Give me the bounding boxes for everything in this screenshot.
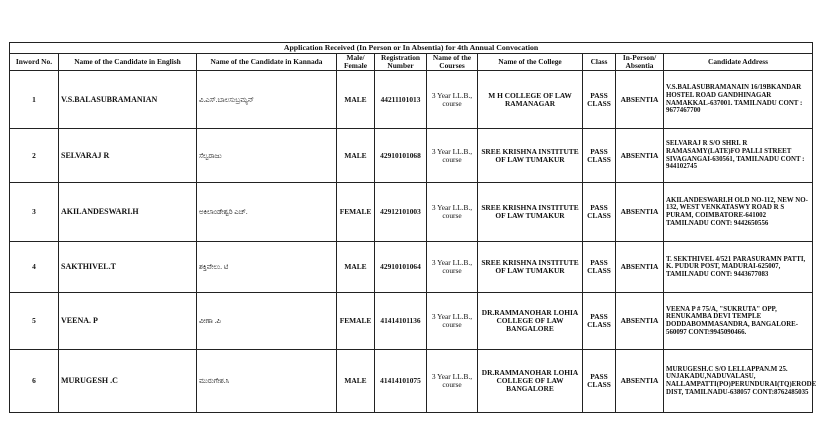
registration-number: 42912101003 xyxy=(375,183,427,242)
course: 3 Year LL.B., course xyxy=(427,242,478,293)
table-title: Application Received (In Person or In Absentia) for 4th Annual Convocation xyxy=(10,43,813,54)
college: DR.RAMMANOHAR LOHIA COLLEGE OF LAW BANGALORE xyxy=(478,293,583,350)
gender: FEMALE xyxy=(337,293,375,350)
gender: MALE xyxy=(337,242,375,293)
header-registration: Registration Number xyxy=(375,54,427,71)
header-address: Candidate Address xyxy=(664,54,813,71)
course: 3 Year LL.B., course xyxy=(427,350,478,413)
registration-number: 42910101064 xyxy=(375,242,427,293)
header-mode: In-Person/ Absentia xyxy=(616,54,664,71)
inword-number: 5 xyxy=(10,293,59,350)
college: SREE KRISHNA INSTITUTE OF LAW TUMAKUR xyxy=(478,129,583,183)
course: 3 Year LL.B., course xyxy=(427,129,478,183)
candidate-name-kannada: ಅಕಿಲಾಂಡೇಶ್ವರಿ ಎಚ್. xyxy=(197,183,337,242)
attendance-mode: ABSENTIA xyxy=(616,129,664,183)
registration-number: 41414101075 xyxy=(375,350,427,413)
header-row xyxy=(10,54,813,71)
header-inword: Inword No. xyxy=(10,54,59,71)
header-class: Class xyxy=(583,54,616,71)
class: PASS CLASS xyxy=(583,293,616,350)
course: 3 Year LL.B., course xyxy=(427,293,478,350)
candidate-name-kannada: ಸೆಲ್ವರಾಜು xyxy=(197,129,337,183)
class: PASS CLASS xyxy=(583,350,616,413)
course: 3 Year LL.B., course xyxy=(427,71,478,129)
college: DR.RAMMANOHAR LOHIA COLLEGE OF LAW BANGALORE xyxy=(478,350,583,413)
inword-number: 2 xyxy=(10,129,59,183)
candidate-address: SELVARAJ R S/O SHRI. R RAMASAMY(LATE)FO PALLI STREET SIVAGANGAI-630561, TAMILNADU CONT : 944102745 xyxy=(664,129,813,183)
applications-table xyxy=(9,42,817,413)
table-row xyxy=(10,129,813,183)
registration-number: 41414101136 xyxy=(375,293,427,350)
inword-number: 1 xyxy=(10,71,59,129)
inword-number: 4 xyxy=(10,242,59,293)
table-row xyxy=(10,71,813,129)
attendance-mode: ABSENTIA xyxy=(616,242,664,293)
candidate-address: MURUGESH.C S/O LELLAPPAN.M 25. UNJAKADU,NADUVALASU, NALLAMPATTI(PO)PERUNDURAI(TQ)ERODE DIST, TAMILNADU-638057 CONT:8762485035 xyxy=(664,350,813,413)
college: M H COLLEGE OF LAW RAMANAGAR xyxy=(478,71,583,129)
gender: FEMALE xyxy=(337,183,375,242)
registration-number: 42910101068 xyxy=(375,129,427,183)
inword-number: 3 xyxy=(10,183,59,242)
registration-number: 44211101013 xyxy=(375,71,427,129)
candidate-address: VEENA P # 75/A, "SUKRUTA" OPP, RENUKAMBA DEVI TEMPLE DODDABOMMASANDRA, BANGALORE-560097 CONT:9945090466. xyxy=(664,293,813,350)
candidate-address: AKILANDESWARI.H OLD NO-112, NEW NO-132, WEST VENKATASWY ROAD R S PURAM, COIMBATORE-641002 TAMILNADU CONT: 9442650556 xyxy=(664,183,813,242)
candidate-name-english: SELVARAJ R xyxy=(59,129,197,183)
candidate-name-english: AKILANDESWARI.H xyxy=(59,183,197,242)
candidate-address: V.S.BALASUBRAMANAIN 16/19BKANDAR HOSTEL ROAD GANDHINAGAR NAMAKKAL-637001. TAMILNADU CONT : 9677467700 xyxy=(664,71,813,129)
gender: MALE xyxy=(337,129,375,183)
college: SREE KRISHNA INSTITUTE OF LAW TUMAKUR xyxy=(478,183,583,242)
candidate-name-kannada: ಶಕ್ತಿವೇಲು. ಟಿ xyxy=(197,242,337,293)
table-row xyxy=(10,242,813,293)
convocation-sheet xyxy=(9,42,817,413)
header-course: Name of the Courses xyxy=(427,54,478,71)
attendance-mode: ABSENTIA xyxy=(616,71,664,129)
class: PASS CLASS xyxy=(583,242,616,293)
candidate-name-english: SAKTHIVEL.T xyxy=(59,242,197,293)
course: 3 Year LL.B., course xyxy=(427,183,478,242)
class: PASS CLASS xyxy=(583,71,616,129)
college: SREE KRISHNA INSTITUTE OF LAW TUMAKUR xyxy=(478,242,583,293)
class: PASS CLASS xyxy=(583,183,616,242)
table-row xyxy=(10,293,813,350)
gender: MALE xyxy=(337,71,375,129)
attendance-mode: ABSENTIA xyxy=(616,350,664,413)
header-name-english: Name of the Candidate in English xyxy=(59,54,197,71)
candidate-name-kannada: ವೀಣಾ .ಪಿ xyxy=(197,293,337,350)
table-row xyxy=(10,183,813,242)
attendance-mode: ABSENTIA xyxy=(616,293,664,350)
candidate-name-english: MURUGESH .C xyxy=(59,350,197,413)
candidate-name-english: VEENA. P xyxy=(59,293,197,350)
candidate-address: T. SEKTHIVEL 4/521 PARASURAMN PATTI, K. PUDUR POST, MADURAI-625007, TAMILNADU CONT: 9443677083 xyxy=(664,242,813,293)
header-gender: Male/ Female xyxy=(337,54,375,71)
candidate-name-kannada: ವಿ.ಎಸ್.ಬಾಲಸುಬ್ರಮ್ಯನ್ xyxy=(197,71,337,129)
table-row xyxy=(10,350,813,413)
candidate-name-kannada: ಮುರುಗೇಶ.ಸಿ xyxy=(197,350,337,413)
header-name-kannada: Name of the Candidate in Kannada xyxy=(197,54,337,71)
attendance-mode: ABSENTIA xyxy=(616,183,664,242)
candidate-name-english: V.S.BALASUBRAMANIAN xyxy=(59,71,197,129)
gender: MALE xyxy=(337,350,375,413)
class: PASS CLASS xyxy=(583,129,616,183)
inword-number: 6 xyxy=(10,350,59,413)
header-college: Name of the College xyxy=(478,54,583,71)
